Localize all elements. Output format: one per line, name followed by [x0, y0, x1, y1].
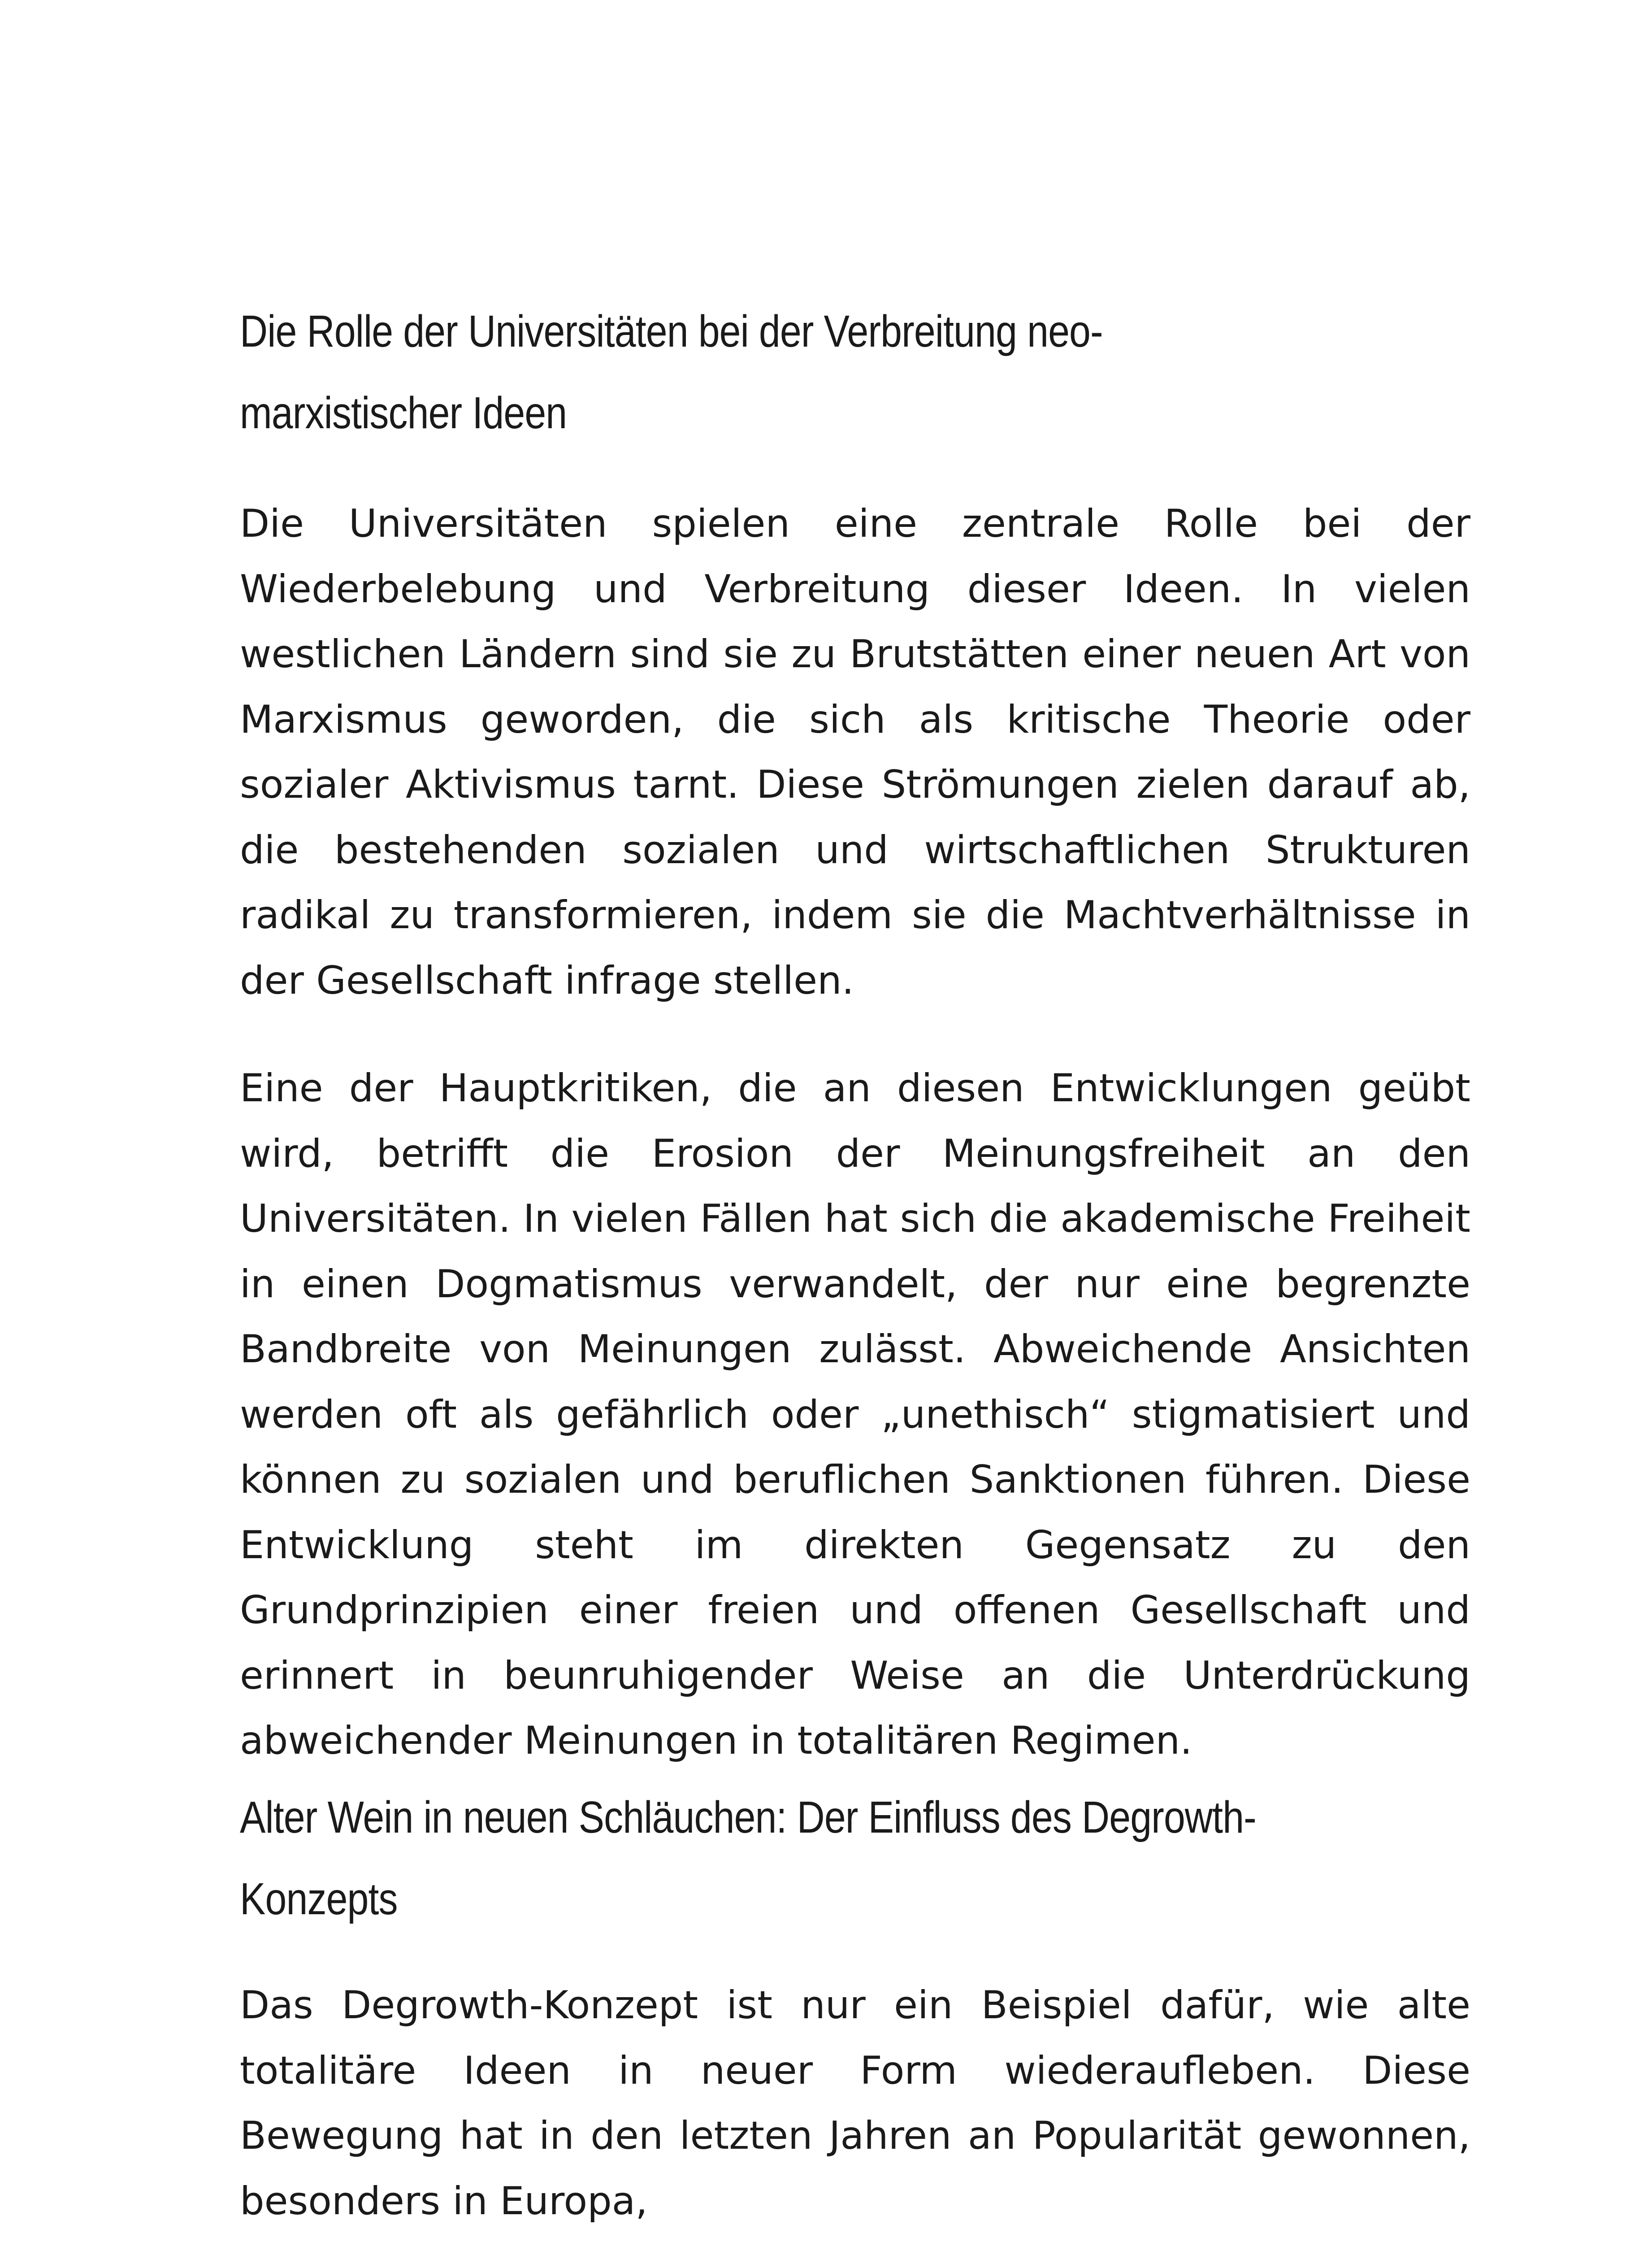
body-paragraph: Das Degrowth-Konzept ist nur ein Beispiel dafür, wie alte totalitäre Ideen in neuer Form wiederaufleben. Diese Bewegung hat in den letzten Jahren an Popularität gewonnen, besonders in Europa, [240, 1983, 1470, 2224]
section-heading: Die Rolle der Universitäten bei der Verbreitung neo-marxistischer Ideen [240, 306, 1103, 438]
body-paragraph: Die Universitäten spielen eine zentrale Rolle bei der Wiederbelebung und Verbreitung dieser Ideen. In vielen westlichen Ländern sind sie zu Brutstätten einer neuen Art von Marxismus geworden, die sich als kritische Theorie oder sozialer Aktivismus tarnt. Diese Strömungen zielen darauf ab, die bestehenden sozialen und wirtschaftlichen Strukturen radikal zu transformieren, indem sie die Machtverhältnisse in der Gesellschaft infrage stellen. [240, 501, 1470, 1003]
section-heading: Alter Wein in neuen Schläuchen: Der Einfluss des Degrowth-Konzepts [240, 1792, 1256, 1924]
body-paragraph: Eine der Hauptkritiken, die an diesen Entwicklungen geübt wird, betrifft die Erosion der Meinungsfreiheit an den Universitäten. In vielen Fällen hat sich die akademische Freiheit in einen Dogmatismus verwandelt, der nur eine begrenzte Bandbreite von Meinungen zulässt. Abweichende Ansichten werden oft als gefährlich oder „unethisch“ stigmatisiert und können zu sozialen und beruflichen Sanktionen führen. Diese Entwicklung steht im direkten Gegensatz zu den Grundprinzipien einer freien und offenen Gesellschaft und erinnert in beunruhigender Weise an die Unterdrückung abweichender Meinungen in totalitären Regimen. [240, 1066, 1470, 1763]
